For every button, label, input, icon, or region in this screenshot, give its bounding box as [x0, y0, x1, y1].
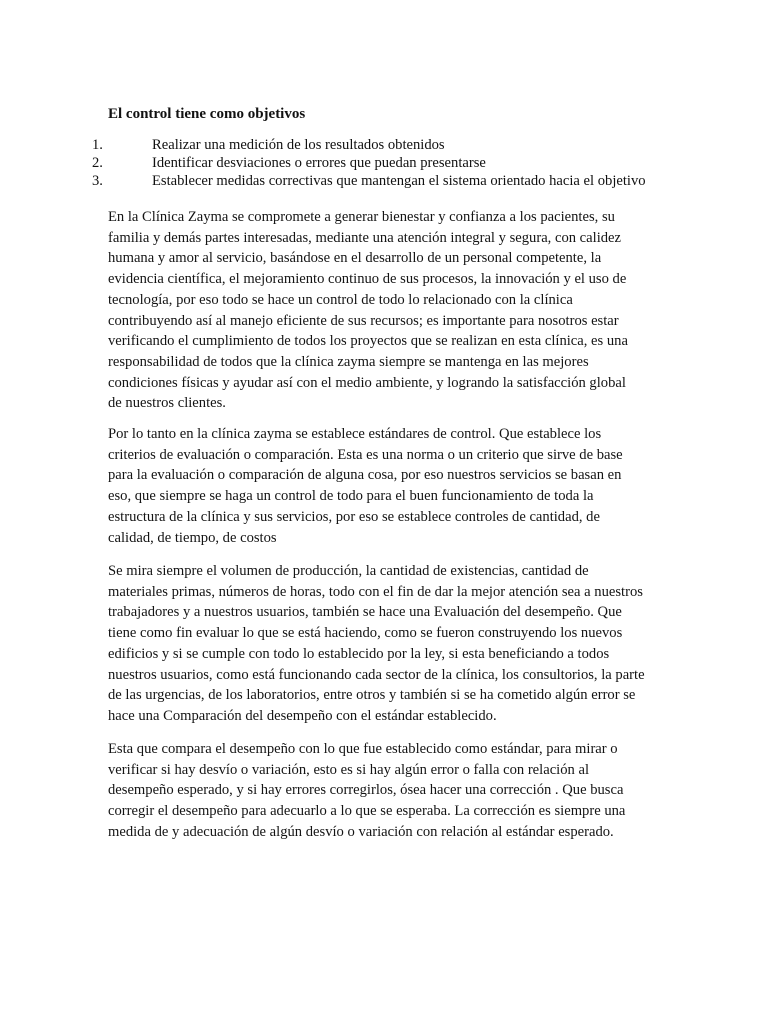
paragraph-line: responsabilidad de todos que la clínica zayma siempre se mantenga en las mejores: [108, 353, 589, 370]
paragraph-line: criterios de evaluación o comparación. Esta es una norma o un criterio que sirve de base: [108, 446, 623, 463]
paragraph-line: calidad, de tiempo, de costos: [108, 529, 277, 546]
paragraph-line: materiales primas, números de horas, todo con el fin de dar la mejor atención sea a nuestros: [108, 583, 643, 600]
paragraph-control-standards: [108, 424, 648, 548]
paragraph-clinic-commitment: [108, 207, 648, 414]
paragraph-line: Se mira siempre el volumen de producción, la cantidad de existencias, cantidad de: [108, 563, 589, 579]
paragraph-line: Por lo tanto en la clínica zayma se establece estándares de control. Que establece los: [108, 426, 602, 442]
list-item: [92, 172, 752, 190]
paragraph-correction: [108, 739, 648, 843]
list-item-number: 3.: [92, 173, 103, 189]
paragraph-line: medida de y adecuación de algún desvío o variación con relación al estándar esperado.: [108, 823, 614, 840]
section-heading: El control tiene como objetivos: [108, 106, 306, 122]
paragraph-line: corregir el desempeño para adecuarlo a lo que se esperaba. La corrección es siempre una: [108, 803, 626, 820]
paragraph-performance-evaluation: [108, 561, 648, 727]
list-item-text: Realizar una medición de los resultados obtenidos: [152, 137, 445, 153]
paragraph-line: nuestros usuarios, como está funcionando cada sector de la clínica, los consultorios, la parte: [108, 666, 645, 683]
paragraph-line: familia y demás partes interesadas, mediante una atención integral y segura, con calidez: [108, 229, 621, 246]
paragraph-line: de nuestros clientes.: [108, 395, 226, 412]
list-item-text: Identificar desviaciones o errores que puedan presentarse: [152, 155, 486, 171]
list-item: [92, 136, 752, 154]
paragraph-line: estructura de la clínica y sus servicios, por eso se establece controles de cantidad, de: [108, 508, 600, 525]
paragraph-line: para la evaluación o comparación de alguna cosa, por eso nuestros servicios se basan en: [108, 467, 622, 484]
paragraph-line: condiciones físicas y ayudar así con el medio ambiente, y logrando la satisfacción global: [108, 374, 626, 391]
list-item-number: 2.: [92, 155, 103, 171]
paragraph-line: contribuyendo así al manejo eficiente de sus recursos; es importante para nosotros estar: [108, 312, 619, 329]
paragraph-line: En la Clínica Zayma se compromete a generar bienestar y confianza a los pacientes, su: [108, 209, 615, 225]
objectives-list: [92, 136, 752, 190]
paragraph-line: verificar si hay desvío o variación, esto es si hay algún error o falla con relación al: [108, 761, 590, 778]
paragraph-line: edificios y si se cumple con todo lo establecido por la ley, si esta beneficiando a todos: [108, 645, 610, 662]
paragraph-line: de las urgencias, de los laboratorios, entre otros y también si se ha cometido algún error se: [108, 687, 636, 704]
paragraph-line: trabajadores y a nuestros usuarios, también se hace una Evaluación del desempeño. Que: [108, 604, 622, 621]
paragraph-line: hace una Comparación del desempeño con el estándar establecido.: [108, 707, 497, 724]
paragraph-line: humana y amor al servicio, basándose en el desarrollo de un personal competente, la: [108, 250, 602, 267]
list-item-number: 1.: [92, 137, 103, 153]
paragraph-line: tiene como fin evaluar lo que se está haciendo, como se fueron construyendo los nuevos: [108, 625, 623, 642]
paragraph-line: Esta que compara el desempeño con lo que fue establecido como estándar, para mirar o: [108, 741, 618, 757]
paragraph-line: tecnología, por eso todo se hace un control de todo lo relacionado con la clínica: [108, 291, 573, 308]
paragraph-line: evidencia científica, el mejoramiento continuo de sus procesos, la innovación y el uso de: [108, 271, 627, 288]
paragraph-line: eso, que siempre se haga un control de todo para el buen funcionamiento de toda la: [108, 488, 594, 505]
paragraph-line: desempeño esperado, y si hay errores corregirlos, ósea hacer una corrección . Que busca: [108, 782, 624, 799]
list-item-text: Establecer medidas correctivas que mantengan el sistema orientado hacia el objetivo: [152, 173, 646, 189]
paragraph-line: verificando el cumplimiento de todos los proyectos que se realizan en esta clínica, es una: [108, 333, 628, 350]
list-item: [92, 154, 752, 172]
